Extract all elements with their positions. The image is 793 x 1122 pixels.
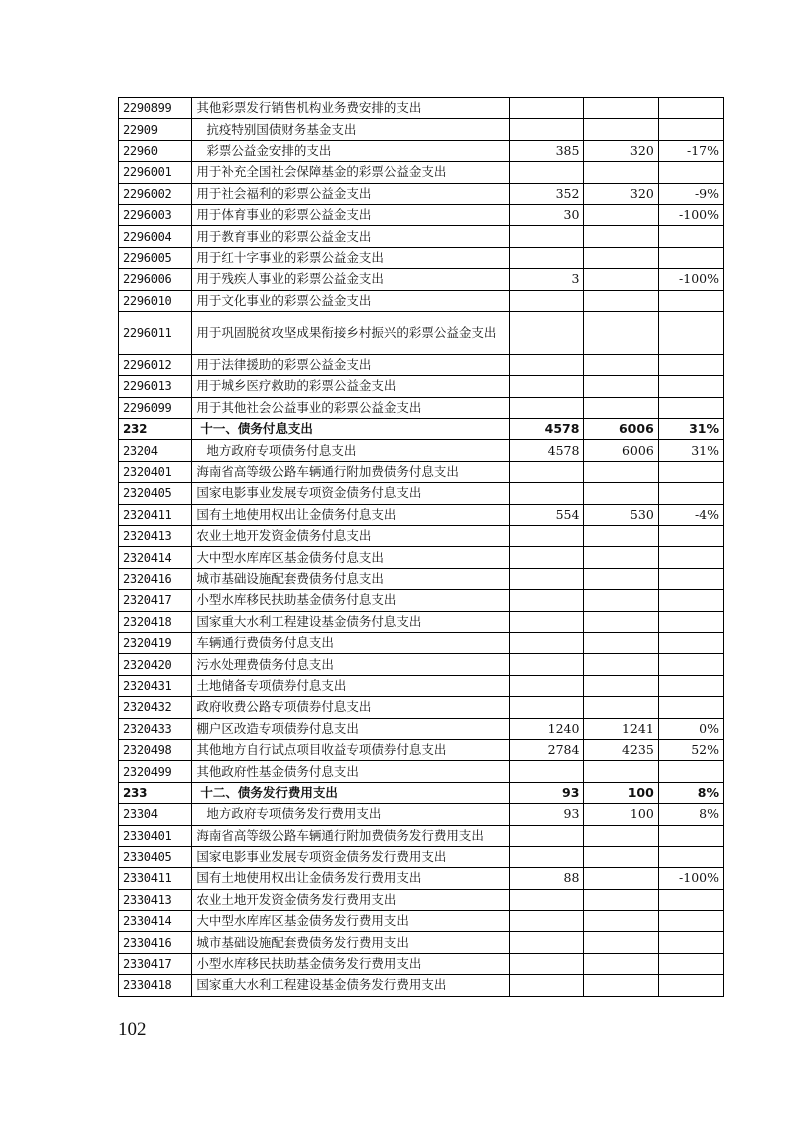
change-percent-cell: 52% xyxy=(658,739,723,760)
code-cell: 2330413 xyxy=(119,889,192,910)
code-cell: 2330417 xyxy=(119,953,192,974)
change-percent-cell xyxy=(658,975,723,996)
code-cell: 2320411 xyxy=(119,504,192,525)
change-percent-cell xyxy=(658,675,723,696)
code-cell: 22960 xyxy=(119,140,192,161)
code-cell: 2290899 xyxy=(119,98,192,119)
item-name-cell: 其他彩票发行销售机构业务费安排的支出 xyxy=(192,98,510,119)
code-cell: 2296012 xyxy=(119,354,192,375)
code-cell: 2296001 xyxy=(119,162,192,183)
change-percent-cell xyxy=(658,846,723,867)
value-2023-cell xyxy=(584,290,658,311)
value-2022-cell xyxy=(510,526,584,547)
code-cell: 23304 xyxy=(119,804,192,825)
item-name-cell: 车辆通行费债务付息支出 xyxy=(192,632,510,653)
item-name-cell: 彩票公益金安排的支出 xyxy=(192,140,510,161)
item-name-cell: 用于城乡医疗救助的彩票公益金支出 xyxy=(192,376,510,397)
item-name-cell: 地方政府专项债务付息支出 xyxy=(192,440,510,461)
code-cell: 2320413 xyxy=(119,526,192,547)
table-row xyxy=(119,204,724,225)
value-2022-cell xyxy=(510,611,584,632)
value-2023-cell xyxy=(584,354,658,375)
value-2023-cell xyxy=(584,162,658,183)
item-name-cell: 城市基础设施配套费债务发行费用支出 xyxy=(192,932,510,953)
change-percent-cell xyxy=(658,889,723,910)
code-cell: 2320416 xyxy=(119,568,192,589)
item-name-cell: 小型水库移民扶助基金债务付息支出 xyxy=(192,590,510,611)
value-2022-cell: 30 xyxy=(510,204,584,225)
value-2023-cell xyxy=(584,911,658,932)
item-name-cell: 用于文化事业的彩票公益金支出 xyxy=(192,290,510,311)
table-row xyxy=(119,98,724,119)
value-2022-cell xyxy=(510,697,584,718)
code-cell: 2296011 xyxy=(119,311,192,354)
item-name-cell: 土地储备专项债券付息支出 xyxy=(192,675,510,696)
value-2023-cell: 320 xyxy=(584,140,658,161)
value-2022-cell xyxy=(510,889,584,910)
value-2023-cell xyxy=(584,590,658,611)
change-percent-cell xyxy=(658,226,723,247)
change-percent-cell xyxy=(658,611,723,632)
table-row xyxy=(119,376,724,397)
value-2022-cell xyxy=(510,654,584,675)
table-row xyxy=(119,290,724,311)
value-2022-cell xyxy=(510,953,584,974)
item-name-cell: 国家电影事业发展专项资金债务付息支出 xyxy=(192,483,510,504)
table-row xyxy=(119,140,724,161)
change-percent-cell: 0% xyxy=(658,718,723,739)
value-2022-cell xyxy=(510,568,584,589)
item-name-cell: 用于法律援助的彩票公益金支出 xyxy=(192,354,510,375)
code-cell: 2320414 xyxy=(119,547,192,568)
code-cell: 2320401 xyxy=(119,461,192,482)
item-name-cell: 国家重大水利工程建设基金债务发行费用支出 xyxy=(192,975,510,996)
table-row xyxy=(119,354,724,375)
change-percent-cell xyxy=(658,483,723,504)
code-cell: 232 xyxy=(119,419,192,440)
value-2022-cell: 88 xyxy=(510,868,584,889)
value-2022-cell: 385 xyxy=(510,140,584,161)
change-percent-cell xyxy=(658,953,723,974)
item-name-cell: 小型水库移民扶助基金债务发行费用支出 xyxy=(192,953,510,974)
value-2023-cell: 4235 xyxy=(584,739,658,760)
code-cell: 2296003 xyxy=(119,204,192,225)
code-cell: 2320418 xyxy=(119,611,192,632)
code-cell: 2296004 xyxy=(119,226,192,247)
table-row xyxy=(119,632,724,653)
table-row xyxy=(119,953,724,974)
table-row xyxy=(119,526,724,547)
change-percent-cell xyxy=(658,654,723,675)
change-percent-cell xyxy=(658,825,723,846)
code-cell: 2320498 xyxy=(119,739,192,760)
value-2022-cell xyxy=(510,590,584,611)
value-2022-cell xyxy=(510,632,584,653)
code-cell: 2320417 xyxy=(119,590,192,611)
item-name-cell: 海南省高等级公路车辆通行附加费债务付息支出 xyxy=(192,461,510,482)
change-percent-cell xyxy=(658,932,723,953)
value-2022-cell: 2784 xyxy=(510,739,584,760)
page-number: 102 xyxy=(118,1019,147,1040)
item-name-cell: 国有土地使用权出让金债务付息支出 xyxy=(192,504,510,525)
code-cell: 22909 xyxy=(119,119,192,140)
value-2023-cell xyxy=(584,376,658,397)
change-percent-cell xyxy=(658,632,723,653)
item-name-cell: 用于体育事业的彩票公益金支出 xyxy=(192,204,510,225)
change-percent-cell xyxy=(658,461,723,482)
value-2023-cell xyxy=(584,868,658,889)
code-cell: 2320431 xyxy=(119,675,192,696)
change-percent-cell xyxy=(658,162,723,183)
change-percent-cell xyxy=(658,697,723,718)
table-row xyxy=(119,804,724,825)
item-name-cell: 地方政府专项债务发行费用支出 xyxy=(192,804,510,825)
change-percent-cell: -17% xyxy=(658,140,723,161)
table-row xyxy=(119,761,724,782)
table-row xyxy=(119,483,724,504)
value-2023-cell xyxy=(584,568,658,589)
value-2023-cell xyxy=(584,889,658,910)
code-cell: 2320420 xyxy=(119,654,192,675)
table-row xyxy=(119,440,724,461)
value-2023-cell xyxy=(584,654,658,675)
item-name-cell: 政府收费公路专项债券付息支出 xyxy=(192,697,510,718)
table-row xyxy=(119,311,724,354)
table-row xyxy=(119,675,724,696)
value-2023-cell xyxy=(584,632,658,653)
value-2022-cell xyxy=(510,932,584,953)
table-row xyxy=(119,247,724,268)
item-name-cell: 城市基础设施配套费债务付息支出 xyxy=(192,568,510,589)
value-2023-cell: 1241 xyxy=(584,718,658,739)
value-2022-cell: 93 xyxy=(510,804,584,825)
item-name-cell: 国家重大水利工程建设基金债务付息支出 xyxy=(192,611,510,632)
table-row xyxy=(119,397,724,418)
value-2022-cell xyxy=(510,162,584,183)
value-2023-cell xyxy=(584,204,658,225)
table-row xyxy=(119,868,724,889)
value-2023-cell: 6006 xyxy=(584,419,658,440)
code-cell: 23204 xyxy=(119,440,192,461)
item-name-cell: 抗疫特别国债财务基金支出 xyxy=(192,119,510,140)
value-2022-cell: 352 xyxy=(510,183,584,204)
value-2022-cell xyxy=(510,483,584,504)
change-percent-cell xyxy=(658,761,723,782)
code-cell: 2296010 xyxy=(119,290,192,311)
budget-table xyxy=(118,97,724,997)
code-cell: 2296013 xyxy=(119,376,192,397)
change-percent-cell xyxy=(658,397,723,418)
table-row xyxy=(119,825,724,846)
value-2023-cell xyxy=(584,98,658,119)
value-2023-cell xyxy=(584,483,658,504)
change-percent-cell: -100% xyxy=(658,204,723,225)
table-row xyxy=(119,718,724,739)
change-percent-cell: 31% xyxy=(658,419,723,440)
value-2023-cell: 530 xyxy=(584,504,658,525)
item-name-cell: 用于其他社会公益事业的彩票公益金支出 xyxy=(192,397,510,418)
value-2022-cell: 93 xyxy=(510,782,584,803)
value-2023-cell xyxy=(584,269,658,290)
change-percent-cell xyxy=(658,247,723,268)
code-cell: 2320499 xyxy=(119,761,192,782)
value-2022-cell xyxy=(510,98,584,119)
value-2022-cell xyxy=(510,825,584,846)
value-2022-cell xyxy=(510,354,584,375)
change-percent-cell xyxy=(658,547,723,568)
value-2022-cell xyxy=(510,975,584,996)
change-percent-cell xyxy=(658,311,723,354)
code-cell: 2296006 xyxy=(119,269,192,290)
item-name-cell: 海南省高等级公路车辆通行附加费债务发行费用支出 xyxy=(192,825,510,846)
value-2023-cell xyxy=(584,526,658,547)
value-2023-cell xyxy=(584,825,658,846)
change-percent-cell: -100% xyxy=(658,868,723,889)
table-row xyxy=(119,547,724,568)
value-2022-cell xyxy=(510,461,584,482)
item-name-cell: 其他政府性基金债务付息支出 xyxy=(192,761,510,782)
change-percent-cell xyxy=(658,290,723,311)
code-cell: 2320432 xyxy=(119,697,192,718)
item-name-cell: 国家电影事业发展专项资金债务发行费用支出 xyxy=(192,846,510,867)
value-2023-cell xyxy=(584,953,658,974)
value-2022-cell xyxy=(510,290,584,311)
item-name-cell: 用于巩固脱贫攻坚成果衔接乡村振兴的彩票公益金支出 xyxy=(192,311,510,354)
table-row xyxy=(119,697,724,718)
item-name-cell: 大中型水库库区基金债务付息支出 xyxy=(192,547,510,568)
change-percent-cell: -100% xyxy=(658,269,723,290)
value-2023-cell xyxy=(584,311,658,354)
code-cell: 2320405 xyxy=(119,483,192,504)
table-row xyxy=(119,504,724,525)
table-row xyxy=(119,739,724,760)
value-2023-cell xyxy=(584,119,658,140)
item-name-cell: 棚户区改造专项债券付息支出 xyxy=(192,718,510,739)
code-cell: 2296099 xyxy=(119,397,192,418)
value-2022-cell xyxy=(510,397,584,418)
code-cell: 2330401 xyxy=(119,825,192,846)
value-2023-cell xyxy=(584,461,658,482)
value-2023-cell xyxy=(584,611,658,632)
table-row xyxy=(119,183,724,204)
value-2022-cell xyxy=(510,761,584,782)
table-row xyxy=(119,846,724,867)
value-2023-cell xyxy=(584,697,658,718)
code-cell: 2320433 xyxy=(119,718,192,739)
item-name-cell: 用于补充全国社会保障基金的彩票公益金支出 xyxy=(192,162,510,183)
value-2023-cell xyxy=(584,226,658,247)
table-row xyxy=(119,911,724,932)
value-2023-cell: 100 xyxy=(584,782,658,803)
change-percent-cell xyxy=(658,376,723,397)
item-name-cell: 十一、债务付息支出 xyxy=(192,419,510,440)
value-2022-cell: 4578 xyxy=(510,440,584,461)
code-cell: 2320419 xyxy=(119,632,192,653)
item-name-cell: 污水处理费债务付息支出 xyxy=(192,654,510,675)
item-name-cell: 其他地方自行试点项目收益专项债券付息支出 xyxy=(192,739,510,760)
value-2022-cell xyxy=(510,675,584,696)
item-name-cell: 农业土地开发资金债务发行费用支出 xyxy=(192,889,510,910)
item-name-cell: 用于社会福利的彩票公益金支出 xyxy=(192,183,510,204)
change-percent-cell: -9% xyxy=(658,183,723,204)
value-2023-cell xyxy=(584,397,658,418)
change-percent-cell xyxy=(658,911,723,932)
table-row xyxy=(119,226,724,247)
change-percent-cell xyxy=(658,568,723,589)
value-2023-cell: 320 xyxy=(584,183,658,204)
table-row xyxy=(119,461,724,482)
table-row xyxy=(119,269,724,290)
item-name-cell: 十二、债务发行费用支出 xyxy=(192,782,510,803)
change-percent-cell xyxy=(658,526,723,547)
change-percent-cell xyxy=(658,98,723,119)
item-name-cell: 国有土地使用权出让金债务发行费用支出 xyxy=(192,868,510,889)
item-name-cell: 农业土地开发资金债务付息支出 xyxy=(192,526,510,547)
code-cell: 2296002 xyxy=(119,183,192,204)
change-percent-cell: 8% xyxy=(658,804,723,825)
code-cell: 2330416 xyxy=(119,932,192,953)
value-2022-cell: 1240 xyxy=(510,718,584,739)
value-2023-cell: 6006 xyxy=(584,440,658,461)
value-2023-cell xyxy=(584,547,658,568)
table-row xyxy=(119,590,724,611)
table-row xyxy=(119,419,724,440)
change-percent-cell: 8% xyxy=(658,782,723,803)
table-row xyxy=(119,119,724,140)
value-2023-cell xyxy=(584,932,658,953)
value-2023-cell xyxy=(584,761,658,782)
value-2022-cell xyxy=(510,247,584,268)
table-row xyxy=(119,889,724,910)
value-2022-cell xyxy=(510,376,584,397)
table-row xyxy=(119,162,724,183)
table-row xyxy=(119,975,724,996)
code-cell: 2330418 xyxy=(119,975,192,996)
change-percent-cell xyxy=(658,590,723,611)
value-2022-cell xyxy=(510,911,584,932)
value-2023-cell: 100 xyxy=(584,804,658,825)
table-row xyxy=(119,654,724,675)
code-cell: 2330411 xyxy=(119,868,192,889)
change-percent-cell: 31% xyxy=(658,440,723,461)
value-2023-cell xyxy=(584,846,658,867)
value-2023-cell xyxy=(584,975,658,996)
value-2023-cell xyxy=(584,247,658,268)
item-name-cell: 大中型水库库区基金债务发行费用支出 xyxy=(192,911,510,932)
code-cell: 2296005 xyxy=(119,247,192,268)
value-2023-cell xyxy=(584,675,658,696)
item-name-cell: 用于教育事业的彩票公益金支出 xyxy=(192,226,510,247)
value-2022-cell xyxy=(510,311,584,354)
table-row xyxy=(119,611,724,632)
table-row xyxy=(119,782,724,803)
value-2022-cell xyxy=(510,226,584,247)
change-percent-cell: -4% xyxy=(658,504,723,525)
value-2022-cell xyxy=(510,547,584,568)
table-row xyxy=(119,932,724,953)
change-percent-cell xyxy=(658,354,723,375)
value-2022-cell xyxy=(510,119,584,140)
value-2022-cell: 3 xyxy=(510,269,584,290)
code-cell: 2330414 xyxy=(119,911,192,932)
value-2022-cell: 554 xyxy=(510,504,584,525)
item-name-cell: 用于红十字事业的彩票公益金支出 xyxy=(192,247,510,268)
item-name-cell: 用于残疾人事业的彩票公益金支出 xyxy=(192,269,510,290)
code-cell: 233 xyxy=(119,782,192,803)
value-2022-cell: 4578 xyxy=(510,419,584,440)
table-row xyxy=(119,568,724,589)
code-cell: 2330405 xyxy=(119,846,192,867)
value-2022-cell xyxy=(510,846,584,867)
budget-table-body xyxy=(119,98,724,997)
change-percent-cell xyxy=(658,119,723,140)
